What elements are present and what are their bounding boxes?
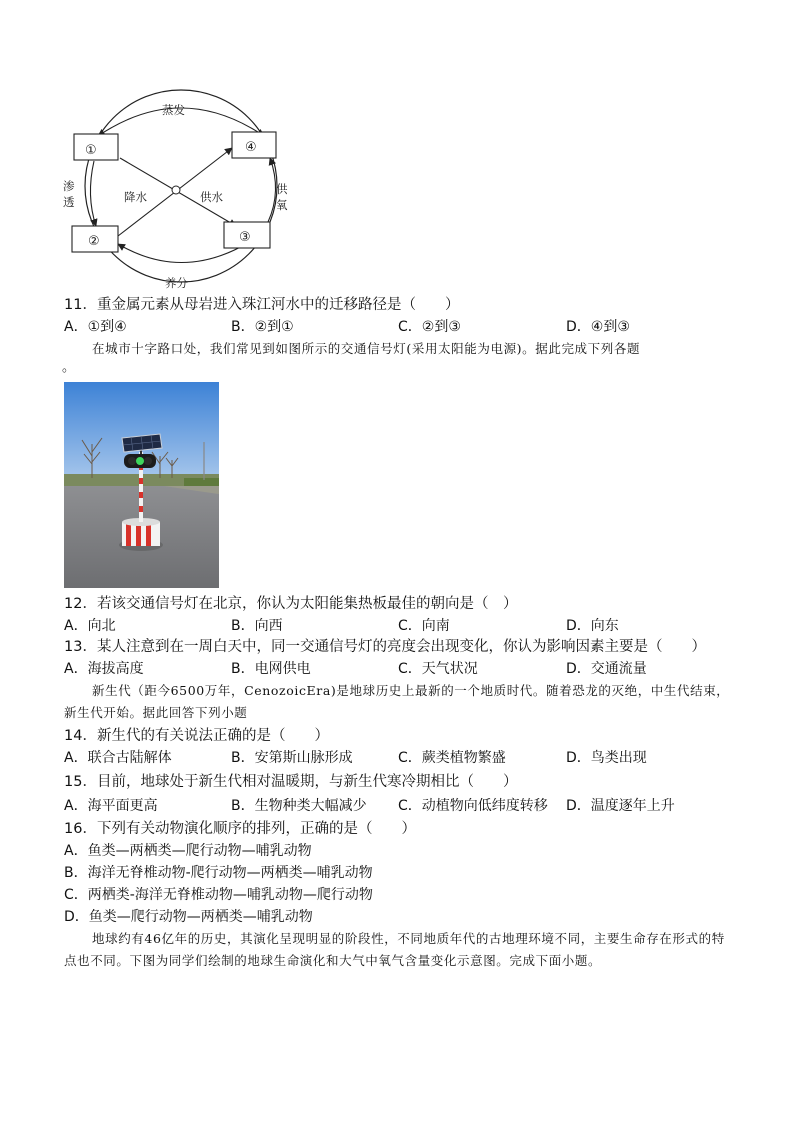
traffic-intro-tail: 。: [62, 360, 76, 375]
q12-option-a: A．向北: [64, 618, 116, 634]
q15-option-d: D．温度逐年上升: [566, 798, 675, 814]
q16-option-a: A．鱼类—两栖类—爬行动物—哺乳动物: [64, 843, 312, 859]
node-2-label: ②: [88, 234, 100, 249]
cenozoic-intro: 新生代（距今6500万年，CenozoicEra)是地球历史上最新的一个地质时代。随着恐龙的灭绝，中生代结束，新生代开始。据此回答下列小题: [64, 683, 730, 720]
q15-option-a: A．海平面更高: [64, 798, 158, 814]
q12-option-c: C．向南: [398, 618, 450, 634]
oxygen-arrow: [268, 158, 276, 222]
precipitation-label: 降水: [124, 190, 147, 204]
seepage-label: 渗透: [63, 179, 75, 209]
q15-option-b: B．生物种类大幅减少: [231, 798, 367, 814]
cycle-diagram: [60, 86, 310, 292]
q11-option-a: A．①到④: [64, 319, 127, 335]
q15-stem: 15．目前，地球处于新生代相对温暖期，与新生代寒冷期相比（ ）: [64, 774, 518, 790]
q11-option-c: C．②到③: [398, 319, 461, 335]
q12-option-d: D．向东: [566, 618, 619, 634]
q13-stem: 13．某人注意到在一周白天中，同一交通信号灯的亮度会出现变化，你认为影响因素主要是（ ）: [64, 639, 706, 655]
node-3-label: ③: [239, 230, 251, 245]
q16-option-c: C．两栖类-海洋无脊椎动物—哺乳动物—爬行动物: [64, 887, 373, 903]
q16-option-d: D．鱼类—爬行动物—两栖类—哺乳动物: [64, 909, 313, 925]
node-1-label: ①: [85, 143, 97, 158]
evaporation-label: 蒸发: [162, 103, 185, 117]
q14-stem: 14．新生代的有关说法正确的是（ ）: [64, 728, 329, 744]
q15-option-c: C．动植物向低纬度转移: [398, 798, 548, 814]
q13-option-a: A．海拔高度: [64, 661, 144, 677]
q16-option-b: B．海洋无脊椎动物-爬行动物—两栖类—哺乳动物: [64, 865, 373, 881]
q16-stem: 16．下列有关动物演化顺序的排列，正确的是（ ）: [64, 821, 416, 837]
q14-option-b: B．安第斯山脉形成: [231, 750, 353, 766]
q12-stem: 12．若该交通信号灯在北京，你认为太阳能集热板最佳的朝向是（ ）: [64, 596, 518, 612]
traffic-intro: 在城市十字路口处，我们常见到如图所示的交通信号灯(采用太阳能为电源)。据此完成下列各题: [92, 341, 641, 356]
solar-traffic-light-photo: [64, 382, 219, 588]
q13-option-c: C．天气状况: [398, 661, 478, 677]
outer-cycle-ring: [85, 90, 277, 282]
q11-option-d: D．④到③: [566, 319, 630, 335]
q11-option-b: B．②到①: [231, 319, 294, 335]
nutrient-label: 养分: [165, 276, 188, 290]
q11-stem: 11．重金属元素从母岩进入珠江河水中的迁移路径是（ ）: [64, 297, 460, 313]
q14-option-c: C．蕨类植物繁盛: [398, 750, 506, 766]
oxygen-label: 供氧: [276, 182, 288, 212]
seepage-arrow: [90, 161, 96, 226]
node-4-label: ④: [245, 140, 257, 155]
q12-option-b: B．向西: [231, 618, 283, 634]
water-supply-label: 供水: [200, 190, 223, 204]
q14-option-d: D．鸟类出现: [566, 750, 647, 766]
q13-option-b: B．电网供电: [231, 661, 311, 677]
q14-option-a: A．联合古陆解体: [64, 750, 172, 766]
q13-option-d: D．交通流量: [566, 661, 647, 677]
earth-history-intro: 地球约有46亿年的历史，其演化呈现明显的阶段性，不同地质年代的古地理环境不同，主要生命存在形式的特点也不同。下图为同学们绘制的地球生命演化和大气中氧气含量变化示意图。完成下面小题。: [64, 931, 725, 968]
